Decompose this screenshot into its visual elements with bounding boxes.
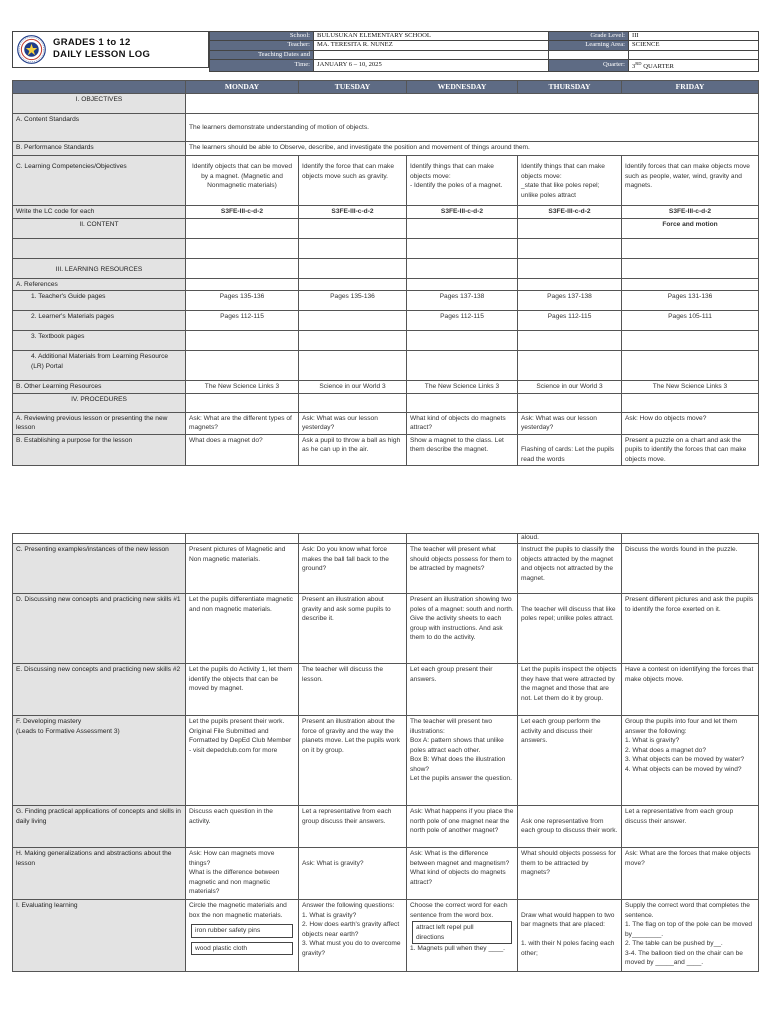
blank-cell: [186, 258, 299, 278]
mastery-monday: Let the pupils present their work. Original File Submitted and Formatted by DepEd Club Member - visit depedclub.com for more: [186, 716, 299, 806]
word-box: attract left repel pull directions: [412, 921, 512, 944]
performance-standards-label: B. Performance Standards: [13, 142, 186, 156]
blank-cell: [518, 278, 622, 291]
objectives-cell: [186, 94, 759, 114]
lm-pages-monday: Pages 112-115: [186, 311, 299, 331]
quarter-word: QUARTER: [641, 62, 674, 70]
blank-cell: [407, 258, 518, 278]
discussing-1-thursday: The teacher will discuss that like poles repel; unlike poles attract.: [518, 594, 622, 664]
practical-wednesday: Ask: What happens if you place the north pole of one magnet near the north pole of another magnet?: [407, 806, 518, 848]
mastery-tuesday: Present an illustration about the force of gravity and the way the planets move. Let the pupils work on it by group.: [299, 716, 407, 806]
content-thursday: [518, 218, 622, 238]
generalizations-wednesday: Ask: What is the difference between magnet and magnetism? What kind of objects do magnets attract?: [407, 848, 518, 900]
practical-applications-label: G. Finding practical applications of concepts and skills in daily living: [13, 806, 186, 848]
grade-value: III: [629, 32, 759, 41]
blank-cell: [622, 393, 759, 412]
evaluating-monday: [186, 900, 299, 972]
presenting-friday: Discuss the words found in the puzzle.: [622, 544, 759, 594]
content-label: II. CONTENT: [13, 218, 186, 238]
reviewing-monday: Ask: What are the different types of magnets?: [186, 412, 299, 434]
blank-cell: [518, 393, 622, 412]
other-resources-wednesday: The New Science Links 3: [407, 381, 518, 394]
purpose-tuesday: Ask a pupil to throw a ball as high as he can up in the air.: [299, 434, 407, 466]
competency-monday: Identify objects that can be moved by a magnet. (Magnetic and Nonmagnetic materials): [186, 156, 299, 206]
lm-pages-wednesday: Pages 112-115: [407, 311, 518, 331]
teacher-value: MA. TERESITA R. NUNEZ: [314, 41, 549, 50]
quarter-label: Quarter:: [549, 59, 629, 71]
discussing-1-wednesday: Present an illustration showing two poles of a magnet: south and north. Give the activity sheets to each group with instructions. And ask them to do the activity.: [407, 594, 518, 664]
blank-cell: [299, 331, 407, 351]
lesson-log-title-box: [12, 31, 209, 68]
header-info-table: [209, 31, 759, 72]
generalizations-thursday: What should objects possess for them to be attracted by magnets?: [518, 848, 622, 900]
competency-tuesday: Identify the force that can make objects move such as gravity.: [299, 156, 407, 206]
purpose-friday: Present a puzzle on a chart and ask the pupils to identify the forces that can make objects move.: [622, 434, 759, 466]
school-label: School:: [210, 32, 314, 41]
tg-pages-thursday: Pages 137-138: [518, 291, 622, 311]
practical-tuesday: Let a representative from each group discuss their answers.: [299, 806, 407, 848]
reviewing-tuesday: Ask: What was our lesson yesterday?: [299, 412, 407, 434]
blank-cell: [622, 351, 759, 381]
blank-cell: [622, 258, 759, 278]
blank-cell: [299, 351, 407, 381]
evaluating-friday: Supply the correct word that completes the sentence. 1. The flag on top of the pole can be moved by________. 2. The table can be pushed by__. 3-4. The balloon tied on the chair can be moved by _____and ____.: [622, 900, 759, 972]
blank-cell: [13, 534, 186, 544]
generalizations-monday: Ask: How can magnets move things? What is the difference between magnetic and non magnetic materials?: [186, 848, 299, 900]
teacher-label: Teacher:: [210, 41, 314, 50]
generalizations-tuesday: Ask: What is gravity?: [299, 848, 407, 900]
lc-code-friday: S3FE-III-c-d-2: [622, 206, 759, 219]
lc-code-label: Write the LC code for each: [13, 206, 186, 219]
dates-spacer: [314, 50, 549, 59]
day-header-tuesday: TUESDAY: [299, 81, 407, 94]
blank-cell: [518, 238, 622, 258]
teachers-guide-label: 1. Teacher's Guide pages: [13, 291, 186, 311]
dates-value: JANUARY 6 – 10, 2025: [314, 59, 549, 71]
evaluating-wednesday: [407, 900, 518, 972]
lc-code-wednesday: S3FE-III-c-d-2: [407, 206, 518, 219]
purpose-monday: What does a magnet do?: [186, 434, 299, 466]
dates-label-line2: Time:: [210, 59, 314, 71]
blank-cell: [622, 278, 759, 291]
quarter-suffix: RD: [635, 60, 642, 66]
day-header-monday: MONDAY: [186, 81, 299, 94]
mastery-friday: Group the pupils into four and let them answer the following: 1. What is gravity? 2. What does a magnet do? 3. What objects can be moved by water? 4. What objects can be moved by wind?: [622, 716, 759, 806]
competency-wednesday: Identify things that can make objects move: - Identify the poles of a magnet.: [407, 156, 518, 206]
mastery-wednesday: The teacher will present two illustrations: Box A: pattern shows that unlike poles attract each other. Box B: What does the illustration show? Let the pupils answer the question.: [407, 716, 518, 806]
presenting-monday: Present pictures of Magnetic and Non magnetic materials.: [186, 544, 299, 594]
day-header-thursday: THURSDAY: [518, 81, 622, 94]
references-label: A. References: [13, 278, 186, 291]
blank-cell: [407, 238, 518, 258]
purpose-wednesday: Show a magnet to the class. Let them describe the magnet.: [407, 434, 518, 466]
lm-pages-tuesday: [299, 311, 407, 331]
deped-seal-icon: [17, 35, 46, 64]
blank-cell: [186, 238, 299, 258]
evaluating-wednesday-instructions: Choose the correct word for each sentence from the word box.: [410, 902, 508, 919]
practical-thursday: Ask one representative from each group to discuss their work.: [518, 806, 622, 848]
blank-cell: [518, 258, 622, 278]
tg-pages-friday: Pages 131-136: [622, 291, 759, 311]
blank-cell: [518, 331, 622, 351]
lc-code-monday: S3FE-III-c-d-2: [186, 206, 299, 219]
lc-code-thursday: S3FE-III-c-d-2: [518, 206, 622, 219]
blank-cell: [407, 278, 518, 291]
discussing-1-label: D. Discussing new concepts and practicing new skills #1: [13, 594, 186, 664]
title-daily-lesson-log: DAILY LESSON LOG: [53, 49, 151, 60]
discussing-1-tuesday: Present an illustration about gravity and ask some pupils to describe it.: [299, 594, 407, 664]
blank-cell: [549, 50, 629, 59]
quarter-number: 3: [632, 62, 636, 70]
other-resources-thursday: Science in our World 3: [518, 381, 622, 394]
blank-cell: [299, 534, 407, 544]
content-tuesday: [299, 218, 407, 238]
quarter-value: [629, 59, 759, 71]
blank-cell: [407, 393, 518, 412]
lesson-table-page-1: [12, 80, 759, 466]
other-resources-label: B. Other Learning Resources: [13, 381, 186, 394]
evaluating-thursday: Draw what would happen to two bar magnets that are placed: 1. with their N poles facing each other;: [518, 900, 622, 972]
evaluating-label: I. Evaluating learning: [13, 900, 186, 972]
blank-cell: [299, 238, 407, 258]
purpose-thursday-continued: aloud.: [518, 534, 622, 544]
generalizations-label: H. Making generalizations and abstractions about the lesson: [13, 848, 186, 900]
mastery-label: F. Developing mastery (Leads to Formative Assessment 3): [13, 716, 186, 806]
lc-code-tuesday: S3FE-III-c-d-2: [299, 206, 407, 219]
competencies-label: C. Learning Competencies/Objectives: [13, 156, 186, 206]
competency-thursday: Identify things that can make objects move: _state that like poles repel; unlike poles attract: [518, 156, 622, 206]
blank-cell: [186, 534, 299, 544]
blank-cell: [622, 238, 759, 258]
discussing-2-wednesday: Let each group present their answers.: [407, 664, 518, 716]
discussing-2-label: E. Discussing new concepts and practicing new skills #2: [13, 664, 186, 716]
blank-cell: [622, 331, 759, 351]
additional-materials-label: 4. Additional Materials from Learning Resource (LR) Portal: [13, 351, 186, 381]
generalizations-friday: Ask: What are the forces that make objects move?: [622, 848, 759, 900]
purpose-thursday: Flashing of cards: Let the pupils read the words: [518, 434, 622, 466]
lesson-table-page-2: [12, 533, 759, 972]
header-blank: [13, 81, 186, 94]
reviewing-friday: Ask: How do objects move?: [622, 412, 759, 434]
content-friday: Force and motion: [622, 218, 759, 238]
discussing-2-friday: Have a contest on identifying the forces that make objects move.: [622, 664, 759, 716]
discussing-1-monday: Let the pupils differentiate magnetic and non magnetic materials.: [186, 594, 299, 664]
lm-pages-friday: Pages 105-111: [622, 311, 759, 331]
content-standards-value: The learners demonstrate understanding of motion of objects.: [186, 114, 759, 142]
other-resources-tuesday: Science in our World 3: [299, 381, 407, 394]
blank-cell: [186, 278, 299, 291]
discussing-2-monday: Let the pupils do Activity 1, let them identify the objects that can be moved by magnet.: [186, 664, 299, 716]
material-word-box-2: wood plastic cloth: [191, 942, 293, 956]
blank-cell: [622, 534, 759, 544]
day-header-wednesday: WEDNESDAY: [407, 81, 518, 94]
school-value: BULUSUKAN ELEMENTARY SCHOOL: [314, 32, 549, 41]
day-header-friday: FRIDAY: [622, 81, 759, 94]
reviewing-wednesday: What kind of objects do magnets attract?: [407, 412, 518, 434]
practical-friday: Let a representative from each group discuss their answer.: [622, 806, 759, 848]
evaluating-monday-instructions: Circle the magnetic materials and box the non magnetic materials.: [189, 902, 287, 919]
content-spacer-label: [13, 238, 186, 258]
title-grades: GRADES 1 to 12: [53, 37, 131, 48]
presenting-thursday: Instruct the pupils to classify the objects attracted by the magnet and objects not attracted by the magnet.: [518, 544, 622, 594]
dates-label-line1: Teaching Dates and: [210, 50, 314, 59]
other-resources-monday: The New Science Links 3: [186, 381, 299, 394]
competency-friday: Identify forces that can make objects move such as people, water, wind, gravity and magnets.: [622, 156, 759, 206]
area-label: Learning Area:: [549, 41, 629, 50]
blank-cell: [186, 331, 299, 351]
blank-cell: [299, 258, 407, 278]
blank-cell: [186, 393, 299, 412]
objectives-label: I. OBJECTIVES: [13, 94, 186, 114]
procedures-label: IV. PROCEDURES: [13, 393, 186, 412]
other-resources-friday: The New Science Links 3: [622, 381, 759, 394]
presenting-tuesday: Ask: Do you know what force makes the ball fall back to the ground?: [299, 544, 407, 594]
evaluating-tuesday: Answer the following questions: 1. What is gravity? 2. How does earth's gravity affect objects near earth? 3. What must you do to overcome gravity?: [299, 900, 407, 972]
textbook-pages-label: 3. Textbook pages: [13, 331, 186, 351]
practical-monday: Discuss each question in the activity.: [186, 806, 299, 848]
performance-standards-value: The learners should be able to Observe, describe, and investigate the position and movement of things around them.: [186, 142, 759, 156]
mastery-thursday: Let each group perform the activity and discuss their answers.: [518, 716, 622, 806]
lm-pages-thursday: Pages 112-115: [518, 311, 622, 331]
reviewing-label: A. Reviewing previous lesson or presenting the new lesson: [13, 412, 186, 434]
evaluating-wednesday-item-1: 1. Magnets pull when they ____.: [410, 945, 505, 952]
blank-cell: [186, 351, 299, 381]
tg-pages-wednesday: Pages 137-138: [407, 291, 518, 311]
blank-cell: [407, 534, 518, 544]
grade-label: Grade Level:: [549, 32, 629, 41]
presenting-examples-label: C. Presenting examples/instances of the new lesson: [13, 544, 186, 594]
content-monday: [186, 218, 299, 238]
content-standards-label: A. Content Standards: [13, 114, 186, 142]
material-word-box-1: iron rubber safety pins: [191, 924, 293, 938]
learning-resources-label: III. LEARNING RESOURCES: [13, 258, 186, 278]
presenting-wednesday: The teacher will present what should objects possess for them to be attracted by magnets?: [407, 544, 518, 594]
blank-cell: [518, 351, 622, 381]
discussing-2-tuesday: The teacher will discuss the lesson.: [299, 664, 407, 716]
discussing-1-friday: Present different pictures and ask the pupils to identify the force exerted on it.: [622, 594, 759, 664]
tg-pages-monday: Pages 135-136: [186, 291, 299, 311]
purpose-label: B. Establishing a purpose for the lesson: [13, 434, 186, 466]
blank-cell: [299, 393, 407, 412]
reviewing-thursday: Ask: What was our lesson yesterday?: [518, 412, 622, 434]
tg-pages-tuesday: Pages 135-136: [299, 291, 407, 311]
discussing-2-thursday: Let the pupils inspect the objects they have that were attracted by the magnet and those that are not. Let them do it by group.: [518, 664, 622, 716]
blank-cell: [629, 50, 759, 59]
blank-cell: [299, 278, 407, 291]
content-wednesday: [407, 218, 518, 238]
area-value: SCIENCE: [629, 41, 759, 50]
blank-cell: [407, 351, 518, 381]
learners-materials-label: 2. Learner's Materials pages: [13, 311, 186, 331]
blank-cell: [407, 331, 518, 351]
